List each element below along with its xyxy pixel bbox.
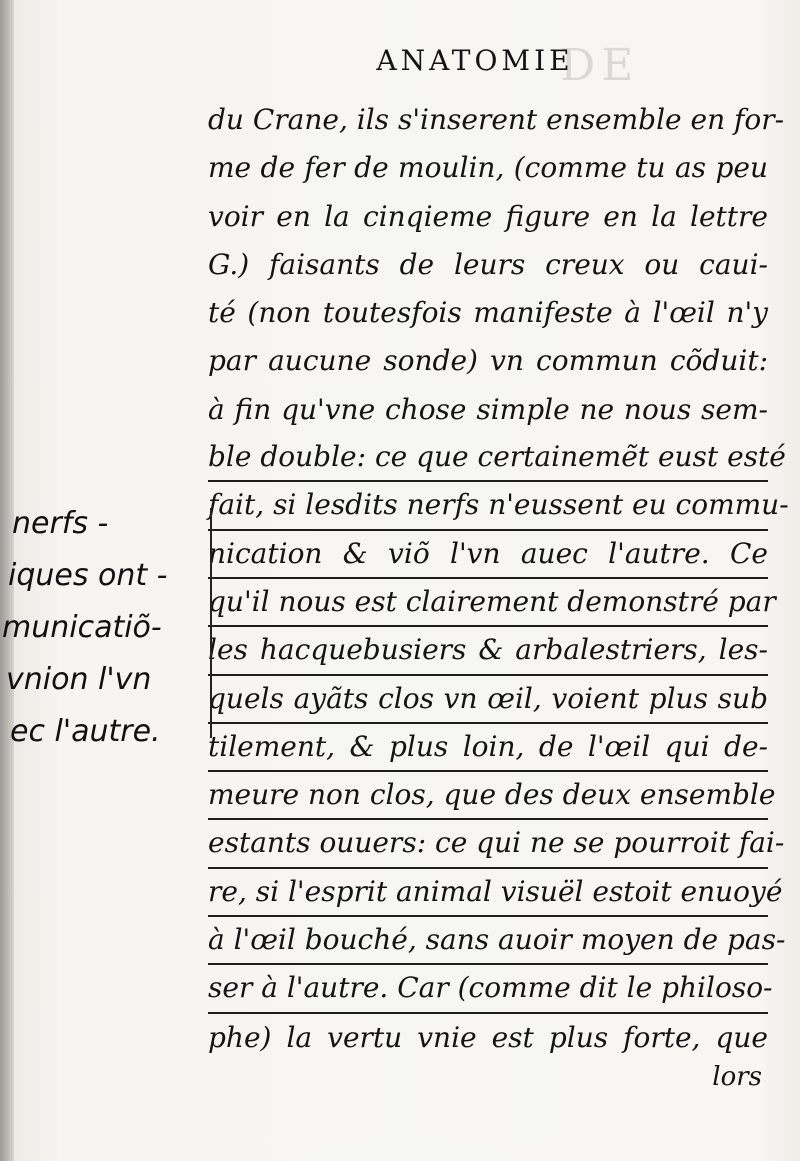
text-line-underlined: les hacquebusiers & arbalestriers, les- [208,627,768,675]
text-line: à fin qu'vne chose simple ne nous sem- [208,392,768,426]
text-line-underlined: meure non clos, que des deux ensemble [208,772,768,820]
body-text [208,96,789,1062]
text-line: me de fer de moulin, (comme tu as peu [208,151,768,185]
text-line-underlined: qu'il nous est clairement demonstré par [208,579,768,627]
text-line-underlined: ble double: ce que certainemẽt eust esté [208,434,768,482]
text-line-underlined: à l'œil bouché, sans auoir moyen de pas- [208,917,768,965]
text-line: phe) la vertu vnie est plus forte, que [208,1020,768,1054]
text-line: G.) faisants de leurs creux ou caui- [208,247,768,281]
margin-note-line: ec l'autre. [10,714,161,749]
text-line-underlined: fait, si lesdits nerfs n'eussent eu commu- [208,482,768,530]
catchword: lors [712,1062,762,1092]
text-line-underlined: re, si l'esprit animal visuël estoit enuoyé [208,869,768,917]
bleed-through-text: DE [560,40,640,91]
running-head: ANATOMIE [376,44,574,77]
text-line-underlined: ser à l'autre. Car (comme dit le philoso- [208,965,768,1013]
text-line: du Crane, ils s'inserent ensemble en for- [208,103,785,136]
margin-note-line: nerfs - [12,506,109,541]
text-line: té (non toutesfois manifeste à l'œil n'y [208,296,768,330]
text-line: par aucune sonde) vn commun cõduit: [208,344,768,378]
text-line-underlined: estants ouuers: ce qui ne se pourroit fai- [208,820,768,868]
handwritten-margin-note [2,498,202,758]
margin-note-line: municatiõ- [2,610,162,645]
text-line-underlined: quels ayãts clos vn œil, voient plus sub [208,676,768,724]
margin-note-line: vnion l'vn [6,662,152,697]
text-line: voir en la cinqieme figure en la lettre [208,199,768,233]
text-line-underlined: nication & viõ l'vn auec l'autre. Ce [208,531,768,579]
margin-note-line: iques ont - [8,558,168,593]
text-line-underlined: tilement, & plus loin, de l'œil qui de- [208,724,768,772]
